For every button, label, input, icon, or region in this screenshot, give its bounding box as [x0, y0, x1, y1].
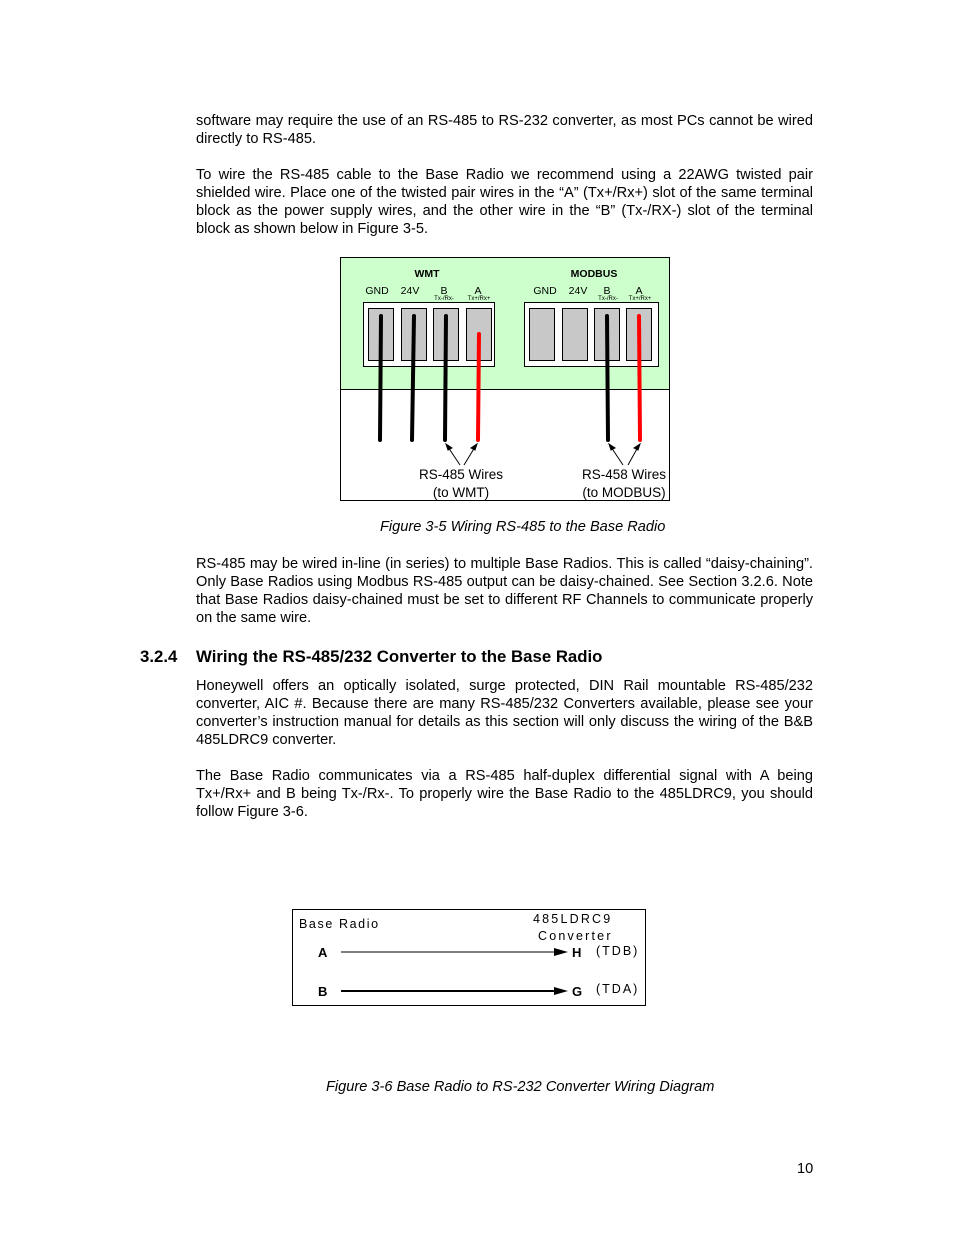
modbus-a-sublabel: Tx+/Rx+ — [628, 296, 652, 302]
figure-frame — [341, 390, 670, 501]
paragraph-intro: software may require the use of an RS-485 to RS-232 converter, as most PCs cannot be wired directly to RS-485. — [196, 113, 813, 147]
modbus-title: MODBUS — [570, 268, 618, 280]
wmt-b-label: B — [440, 285, 448, 297]
base-radio-label: Base Radio — [299, 917, 380, 931]
figure-3-5-diagram — [340, 257, 670, 501]
wmt-24v-wire — [412, 316, 414, 440]
modbus-a-label: A — [635, 285, 643, 297]
paragraph-daisy-chaining: RS-485 may be wired in-line (in series) to multiple Base Radios. This is called “daisy-chaining”. Only Base Radios using Modbus RS-485 output can be daisy-chained. See Section 3.2.6. Note that Base Radios daisy-chained must be set to different RF Channels to communicate properly on the same wire. — [196, 556, 813, 626]
pin-b-label: B — [318, 984, 328, 999]
wmt-gnd-label: GND — [365, 285, 389, 297]
pin-a-label: A — [318, 945, 328, 960]
to-wmt-label: (to WMT) — [432, 485, 490, 500]
modbus-b-wire — [607, 316, 608, 440]
section-heading — [140, 647, 602, 667]
to-modbus-label: (to MODBUS) — [582, 485, 666, 500]
pin-h-label: H — [572, 945, 582, 960]
wmt-a-label: A — [474, 285, 482, 297]
wmt-gnd-wire — [380, 316, 381, 440]
modbus-24v-label: 24V — [568, 285, 588, 297]
wmt-title: WMT — [414, 268, 440, 280]
figure-3-5-caption: Figure 3-5 Wiring RS-485 to the Base Radio — [380, 519, 666, 535]
wmt-b-wire — [445, 316, 446, 440]
wmt-a-wire — [478, 334, 479, 440]
rs485-wires-label: RS-485 Wires — [418, 467, 504, 482]
converter-model-label: 485LDRC9 — [533, 912, 613, 926]
modbus-24v-terminal — [563, 309, 588, 361]
modbus-b-label: B — [603, 285, 611, 297]
tdb-label: (TDB) — [596, 944, 640, 958]
pin-g-label: G — [572, 984, 583, 999]
page-number: 10 — [797, 1161, 814, 1177]
rs458-wires-label: RS-458 Wires — [581, 467, 667, 482]
wmt-b-sublabel: Tx-/Rx- — [434, 296, 454, 302]
paragraph-wiring-instructions: To wire the RS-485 cable to the Base Radio we recommend using a 22AWG twisted pair shielded wire. Place one of the twisted pair wires in the “A” (Tx+/Rx+) slot of the same terminal block as the power supply wires, and the other wire in the “B” (Tx-/RX-) slot of the terminal block as shown below in Figure 3-5. — [196, 167, 813, 237]
tda-label: (TDA) — [596, 982, 640, 996]
paragraph-converter-overview: Honeywell offers an optically isolated, surge protected, DIN Rail mountable RS-485/232 converter, AIC #. Because there are many RS-485/232 Converters available, please see your converter’s instruction manual for details as this section will only discuss the wiring of the B&B 485LDRC9 converter. — [196, 678, 813, 748]
section-title: Wiring the RS-485/232 Converter to the Base Radio — [196, 647, 603, 666]
modbus-gnd-terminal — [530, 309, 555, 361]
modbus-b-sublabel: Tx-/Rx- — [598, 296, 618, 302]
section-number: 3.2.4 — [140, 647, 178, 666]
modbus-gnd-label: GND — [533, 285, 557, 297]
wmt-24v-label: 24V — [400, 285, 420, 297]
wmt-a-sublabel: Tx+/Rx+ — [467, 296, 491, 302]
figure-3-6-caption: Figure 3-6 Base Radio to RS-232 Converter Wiring Diagram — [326, 1079, 715, 1095]
converter-label: Converter — [538, 929, 613, 943]
figure-3-6-diagram — [292, 909, 646, 1006]
modbus-a-wire — [639, 316, 640, 440]
paragraph-half-duplex: The Base Radio communicates via a RS-485 half-duplex differential signal with A being Tx+/Rx+ and B being Tx-/Rx-. To properly wire the Base Radio to the 485LDRC9, you should follow Figure 3-6. — [196, 768, 813, 820]
